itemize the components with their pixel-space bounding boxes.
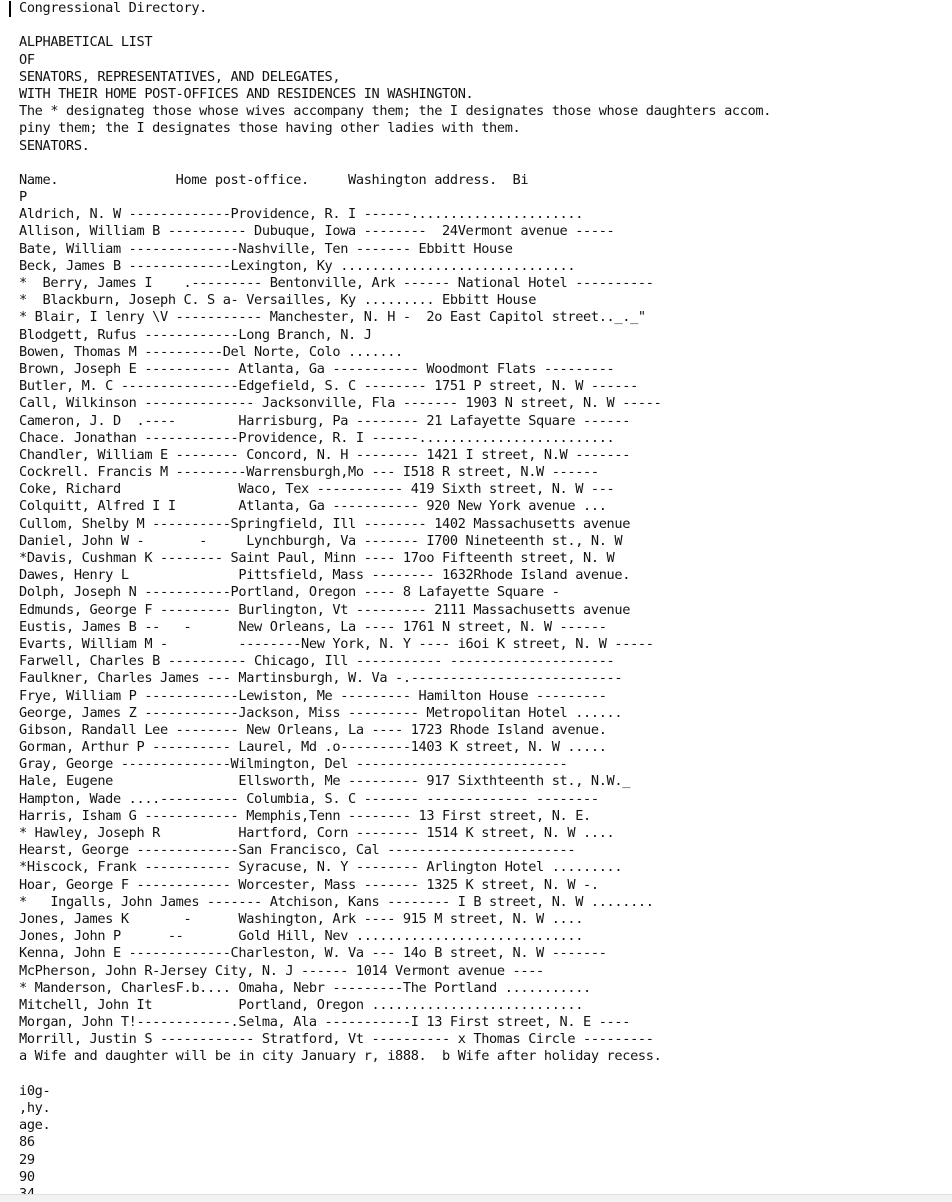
document-line: Gibson, Randall Lee -------- New Orleans, La ---- 1723 Rhode Island avenue.: [19, 721, 607, 738]
document-line: Harris, Isham G ------------ Memphis,Tenn -------- 13 First street, N. E.: [19, 807, 591, 824]
document-line: 86: [19, 1134, 35, 1151]
document-line: Beck, James B -------------Lexington, Ky ..............................: [19, 257, 576, 274]
document-line: [19, 1066, 771, 1083]
document-line: Brown, Joseph E ----------- Atlanta, Ga ----------- Woodmont Flats ---------: [19, 360, 615, 377]
document-line: Dolph, Joseph N -----------Portland, Oregon ---- 8 Lafayette Square -: [19, 584, 560, 601]
document-line: SENATORS.: [19, 137, 90, 154]
document-line: * Ingalls, John James ------- Atchison, Kans -------- I B street, N. W ........: [19, 893, 654, 910]
document-line: * Hawley, Joseph R Hartford, Corn -------- 1514 K street, N. W ....: [19, 825, 615, 841]
document-line: age.: [19, 1117, 51, 1134]
document-line: Hampton, Wade ....---------- Columbia, S. C ------- ------------- --------: [19, 790, 599, 807]
document-line: ,hy.: [19, 1100, 51, 1116]
document-line: Jones, James K - Washington, Ark ---- 915 M street, N. W ....: [19, 910, 584, 927]
document-line: Call, Wilkinson -------------- Jacksonville, Fla ------- 1903 N street, N. W -----: [19, 395, 662, 412]
document-line: [19, 155, 771, 172]
document-line: Morgan, John T!------------.Selma, Ala -----------I 13 First street, N. E ----: [19, 1014, 631, 1031]
document-line: Congressional Directory.: [19, 0, 208, 16]
document-line: Hale, Eugene Ellsworth, Me --------- 917 Sixthteenth st., N.W._: [19, 773, 631, 790]
document-line: a Wife and daughter will be in city January r, i888. b Wife after holiday recess.: [19, 1048, 662, 1065]
document-text[interactable]: [19, 0, 771, 1202]
document-line: Chace. Jonathan ------------Providence, R. I ------.........................: [19, 429, 615, 446]
document-line: i0g-: [19, 1082, 51, 1099]
document-line: McPherson, John R-Jersey City, N. J ------ 1014 Vermont avenue ----: [19, 962, 544, 979]
document-line: Name. Home post-office. Washington address. Bi: [19, 171, 529, 188]
document-line: Mitchell, John It Portland, Oregon ...........................: [19, 996, 584, 1013]
document-line: Blodgett, Rufus ------------Long Branch, N. J: [19, 326, 372, 343]
document-line: Frye, William P ------------Lewiston, Me --------- Hamilton House ---------: [19, 687, 607, 704]
document-line: * Blackburn, Joseph C. S a- Versailles, Ky ......... Ebbitt House: [19, 292, 537, 309]
document-line: * Berry, James I .--------- Bentonville, Ark ------ National Hotel ----------: [19, 275, 654, 291]
document-line: *Hiscock, Frank ----------- Syracuse, N. Y -------- Arlington Hotel .........: [19, 859, 623, 876]
document-line: Cameron, J. D .---- Harrisburg, Pa -------- 21 Lafayette Square ------: [19, 412, 631, 429]
document-line: Hoar, George F ------------ Worcester, Mass ------- 1325 K street, N. W -.: [19, 876, 599, 893]
text-cursor: [9, 1, 11, 17]
document-line: * Manderson, CharlesF.b.... Omaha, Nebr ---------The Portland ...........: [19, 979, 591, 996]
document-line: 29: [19, 1151, 35, 1168]
document-line: Kenna, John E -------------Charleston, W. Va --- 14o B street, N. W -------: [19, 945, 607, 962]
document-line: Edmunds, George F --------- Burlington, Vt --------- 2111 Massachusetts avenue: [19, 601, 631, 618]
document-line: The * designateg those whose wives accompany them; the I designates those whose daughters accom.: [19, 103, 772, 120]
document-line: Eustis, James B -- - New Orleans, La ---- 1761 N street, N. W ------: [19, 618, 607, 635]
document-line: Cullom, Shelby M ----------Springfield, Ill -------- 1402 Massachusetts avenue: [19, 515, 631, 532]
bottom-edge-bar: [0, 1194, 952, 1202]
document-line: *Davis, Cushman K -------- Saint Paul, Minn ---- 17oo Fifteenth street, N. W: [19, 550, 615, 566]
document-line: SENATORS, REPRESENTATIVES, AND DELEGATES,: [19, 68, 341, 85]
document-line: Dawes, Henry L Pittsfield, Mass -------- 1632Rhode Island avenue.: [19, 567, 631, 584]
document-line: Evarts, William M - --------New York, N. Y ---- i6oi K street, N. W -----: [19, 635, 654, 652]
document-line: 90: [19, 1168, 35, 1185]
document-line: Cockrell. Francis M ---------Warrensburgh,Mo --- I518 R street, N.W ------: [19, 464, 599, 481]
document-line: Faulkner, Charles James --- Martinsburgh, W. Va -.---------------------------: [19, 670, 623, 687]
document-line: Aldrich, N. W -------------Providence, R. I ------......................: [19, 206, 584, 223]
document-line: Jones, John P -- Gold Hill, Nev .............................: [19, 928, 584, 945]
document-line: * Blair, I lenry \V ----------- Manchester, N. H - 2o East Capitol street.._._": [19, 309, 646, 326]
document-line: P: [19, 189, 27, 206]
document-line: Hearst, George -------------San Francisco, Cal ------------------------: [19, 842, 576, 859]
document-line: piny them; the I designates those having other ladies with them.: [19, 120, 521, 137]
document-line: Butler, M. C ---------------Edgefield, S. C -------- 1751 P street, N. W ------: [19, 378, 638, 395]
document-line: [19, 17, 771, 34]
document-line: Gray, George --------------Wilmington, Del ---------------------------: [19, 756, 568, 773]
document-line: WITH THEIR HOME POST-OFFICES AND RESIDENCES IN WASHINGTON.: [19, 85, 474, 102]
document-line: Bowen, Thomas M ----------Del Norte, Colo .......: [19, 343, 403, 360]
document-line: Coke, Richard Waco, Tex ----------- 419 Sixth street, N. W ---: [19, 481, 615, 498]
document-line: Gorman, Arthur P ---------- Laurel, Md .o---------1403 K street, N. W .....: [19, 739, 607, 756]
document-line: George, James Z ------------Jackson, Miss --------- Metropolitan Hotel ......: [19, 704, 623, 721]
document-line: Daniel, John W - - Lynchburgh, Va ------- I700 Nineteenth st., N. W: [19, 532, 623, 549]
document-line: OF: [19, 51, 35, 68]
document-line: Farwell, Charles B ---------- Chicago, Ill ----------- ---------------------: [19, 653, 615, 670]
document-line: Colquitt, Alfred I I Atlanta, Ga ----------- 920 New York avenue ...: [19, 498, 607, 515]
document-line: Morrill, Justin S ------------ Stratford, Vt ---------- x Thomas Circle ---------: [19, 1031, 654, 1048]
document-line: Bate, William --------------Nashville, Ten ------- Ebbitt House: [19, 240, 513, 257]
document-line: ALPHABETICAL LIST: [19, 34, 153, 51]
document-line: Allison, William B ---------- Dubuque, Iowa -------- 24Vermont avenue -----: [19, 223, 615, 240]
document-line: Chandler, William E -------- Concord, N. H -------- 1421 I street, N.W -------: [19, 446, 631, 463]
